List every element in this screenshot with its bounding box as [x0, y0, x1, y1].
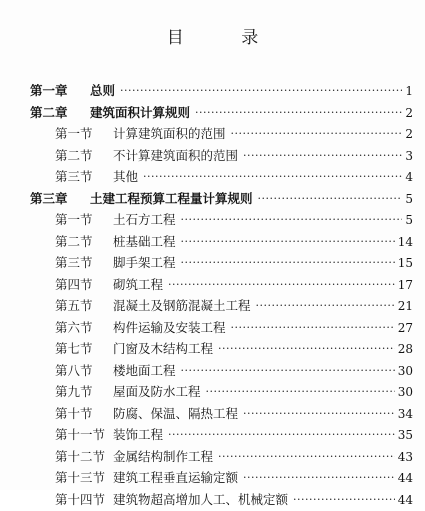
toc-entry-name: 不计算建筑面积的范围 [113, 147, 239, 163]
toc-entry-label: 第五节 [55, 298, 93, 313]
toc-entry-label: 第六节 [55, 319, 93, 335]
toc-entry-label: 第三章 [30, 190, 68, 206]
toc-entry-name: 门窗及木结构工程 [113, 341, 214, 356]
toc-entry-name: 土建工程预算工程量计算规则 [90, 190, 253, 206]
toc-entry-label: 第二节 [55, 233, 93, 249]
dot-leader [218, 338, 395, 360]
toc-section-row [55, 231, 413, 253]
dot-leader [243, 403, 395, 425]
toc-entry-name: 楼地面工程 [113, 362, 176, 378]
dot-leader [258, 188, 403, 210]
toc-page-number: 44 [397, 492, 413, 507]
toc-section-row [55, 145, 413, 167]
toc-entry-name: 脚手架工程 [113, 255, 176, 270]
toc-section-row [55, 295, 413, 317]
toc-entry-label: 第二章 [30, 104, 68, 120]
toc-page-number: 28 [397, 342, 413, 356]
toc-page-number: 30 [397, 363, 413, 378]
dot-leader [293, 489, 395, 511]
toc-entry-label: 第十节 [55, 405, 93, 421]
toc-entry-label: 第一节 [55, 212, 93, 227]
toc-page-number: 2 [405, 105, 413, 120]
toc-entry-name: 建筑工程垂直运输定额 [113, 470, 239, 485]
toc-section-row [55, 360, 413, 382]
toc-section-row [55, 338, 413, 360]
page-title: 目 录 [166, 28, 285, 48]
toc-section-row [55, 209, 413, 231]
toc-entry-label: 第三节 [55, 169, 93, 184]
toc-page-number: 3 [405, 148, 413, 163]
toc-page-number: 21 [397, 299, 413, 313]
toc-section-row [55, 252, 413, 274]
dot-leader [231, 317, 395, 339]
toc-entry-name: 金属结构制作工程 [113, 448, 214, 464]
toc-section-row [55, 403, 413, 425]
toc-section-row [55, 381, 413, 403]
toc-entry-name: 其他 [113, 169, 139, 184]
toc-page-number: 15 [397, 256, 413, 270]
toc-entry-name: 混凝土及钢筋混凝土工程 [113, 298, 251, 313]
dot-leader [181, 360, 395, 382]
toc-section-row [55, 489, 413, 511]
toc-entry-label: 第一章 [30, 83, 68, 98]
toc-page-number: 43 [397, 449, 413, 464]
toc-entry-name: 建筑物超高增加人工、机械定额 [113, 491, 289, 507]
dot-leader [243, 145, 402, 167]
toc-entry-label: 第十三节 [55, 470, 106, 485]
toc-page-number: 44 [397, 471, 413, 485]
toc-section-row [55, 446, 413, 468]
toc-chapter-row [30, 80, 413, 102]
toc-entry-name: 装饰工程 [113, 427, 164, 442]
toc-section-row [55, 123, 413, 145]
toc-entry-name: 桩基础工程 [113, 233, 176, 249]
toc-entry-name: 土石方工程 [113, 212, 176, 227]
dot-leader [181, 252, 395, 274]
dot-leader [195, 102, 402, 124]
toc-entry-name: 防腐、保温、隔热工程 [113, 405, 239, 421]
toc-entry-name: 屋面及防水工程 [113, 384, 201, 399]
dot-leader [181, 209, 403, 231]
toc-entry-label: 第十二节 [55, 448, 106, 464]
toc-section-row [55, 317, 413, 339]
toc-page-number: 34 [397, 406, 413, 421]
toc-page-number: 5 [405, 213, 413, 227]
toc-page-number: 2 [405, 127, 413, 141]
dot-leader [168, 424, 395, 446]
dot-leader [143, 166, 402, 188]
dot-leader [120, 80, 402, 102]
toc-page-number: 1 [405, 84, 413, 98]
toc-page-number: 5 [405, 191, 413, 206]
toc-entry-label: 第十一节 [55, 427, 106, 442]
dot-leader [256, 295, 395, 317]
toc-entry-label: 第二节 [55, 147, 93, 163]
toc-page-number: 35 [397, 428, 413, 442]
toc-page-number: 4 [405, 170, 413, 184]
toc-chapter-row [30, 188, 413, 210]
toc-entry-label: 第四节 [55, 276, 93, 292]
toc-entry-name: 构件运输及安装工程 [113, 319, 226, 335]
toc-entry-name: 计算建筑面积的范围 [113, 126, 226, 141]
dot-leader [206, 381, 395, 403]
toc-section-row [55, 424, 413, 446]
toc-entry-name: 建筑面积计算规则 [90, 104, 191, 120]
toc-entry-name: 总则 [90, 83, 116, 98]
dot-leader [181, 231, 395, 253]
toc-page-number: 27 [397, 320, 413, 335]
dot-leader [218, 446, 395, 468]
toc-entry-label: 第八节 [55, 362, 93, 378]
dot-leader [168, 274, 395, 296]
dot-leader [231, 123, 403, 145]
toc-section-row [55, 166, 413, 188]
toc-entry-label: 第一节 [55, 126, 93, 141]
toc-entry-label: 第七节 [55, 341, 93, 356]
toc-chapter-row [30, 102, 413, 124]
dot-leader [243, 467, 395, 489]
toc-entry-label: 第三节 [55, 255, 93, 270]
toc-page-number: 30 [397, 385, 413, 399]
toc-entry-label: 第九节 [55, 384, 93, 399]
toc-section-row [55, 274, 413, 296]
toc-page-number: 14 [397, 234, 413, 249]
toc-entry-label: 第十四节 [55, 491, 106, 507]
toc-page-number: 17 [397, 277, 413, 292]
toc-section-row [55, 467, 413, 489]
toc-entry-name: 砌筑工程 [113, 276, 164, 292]
